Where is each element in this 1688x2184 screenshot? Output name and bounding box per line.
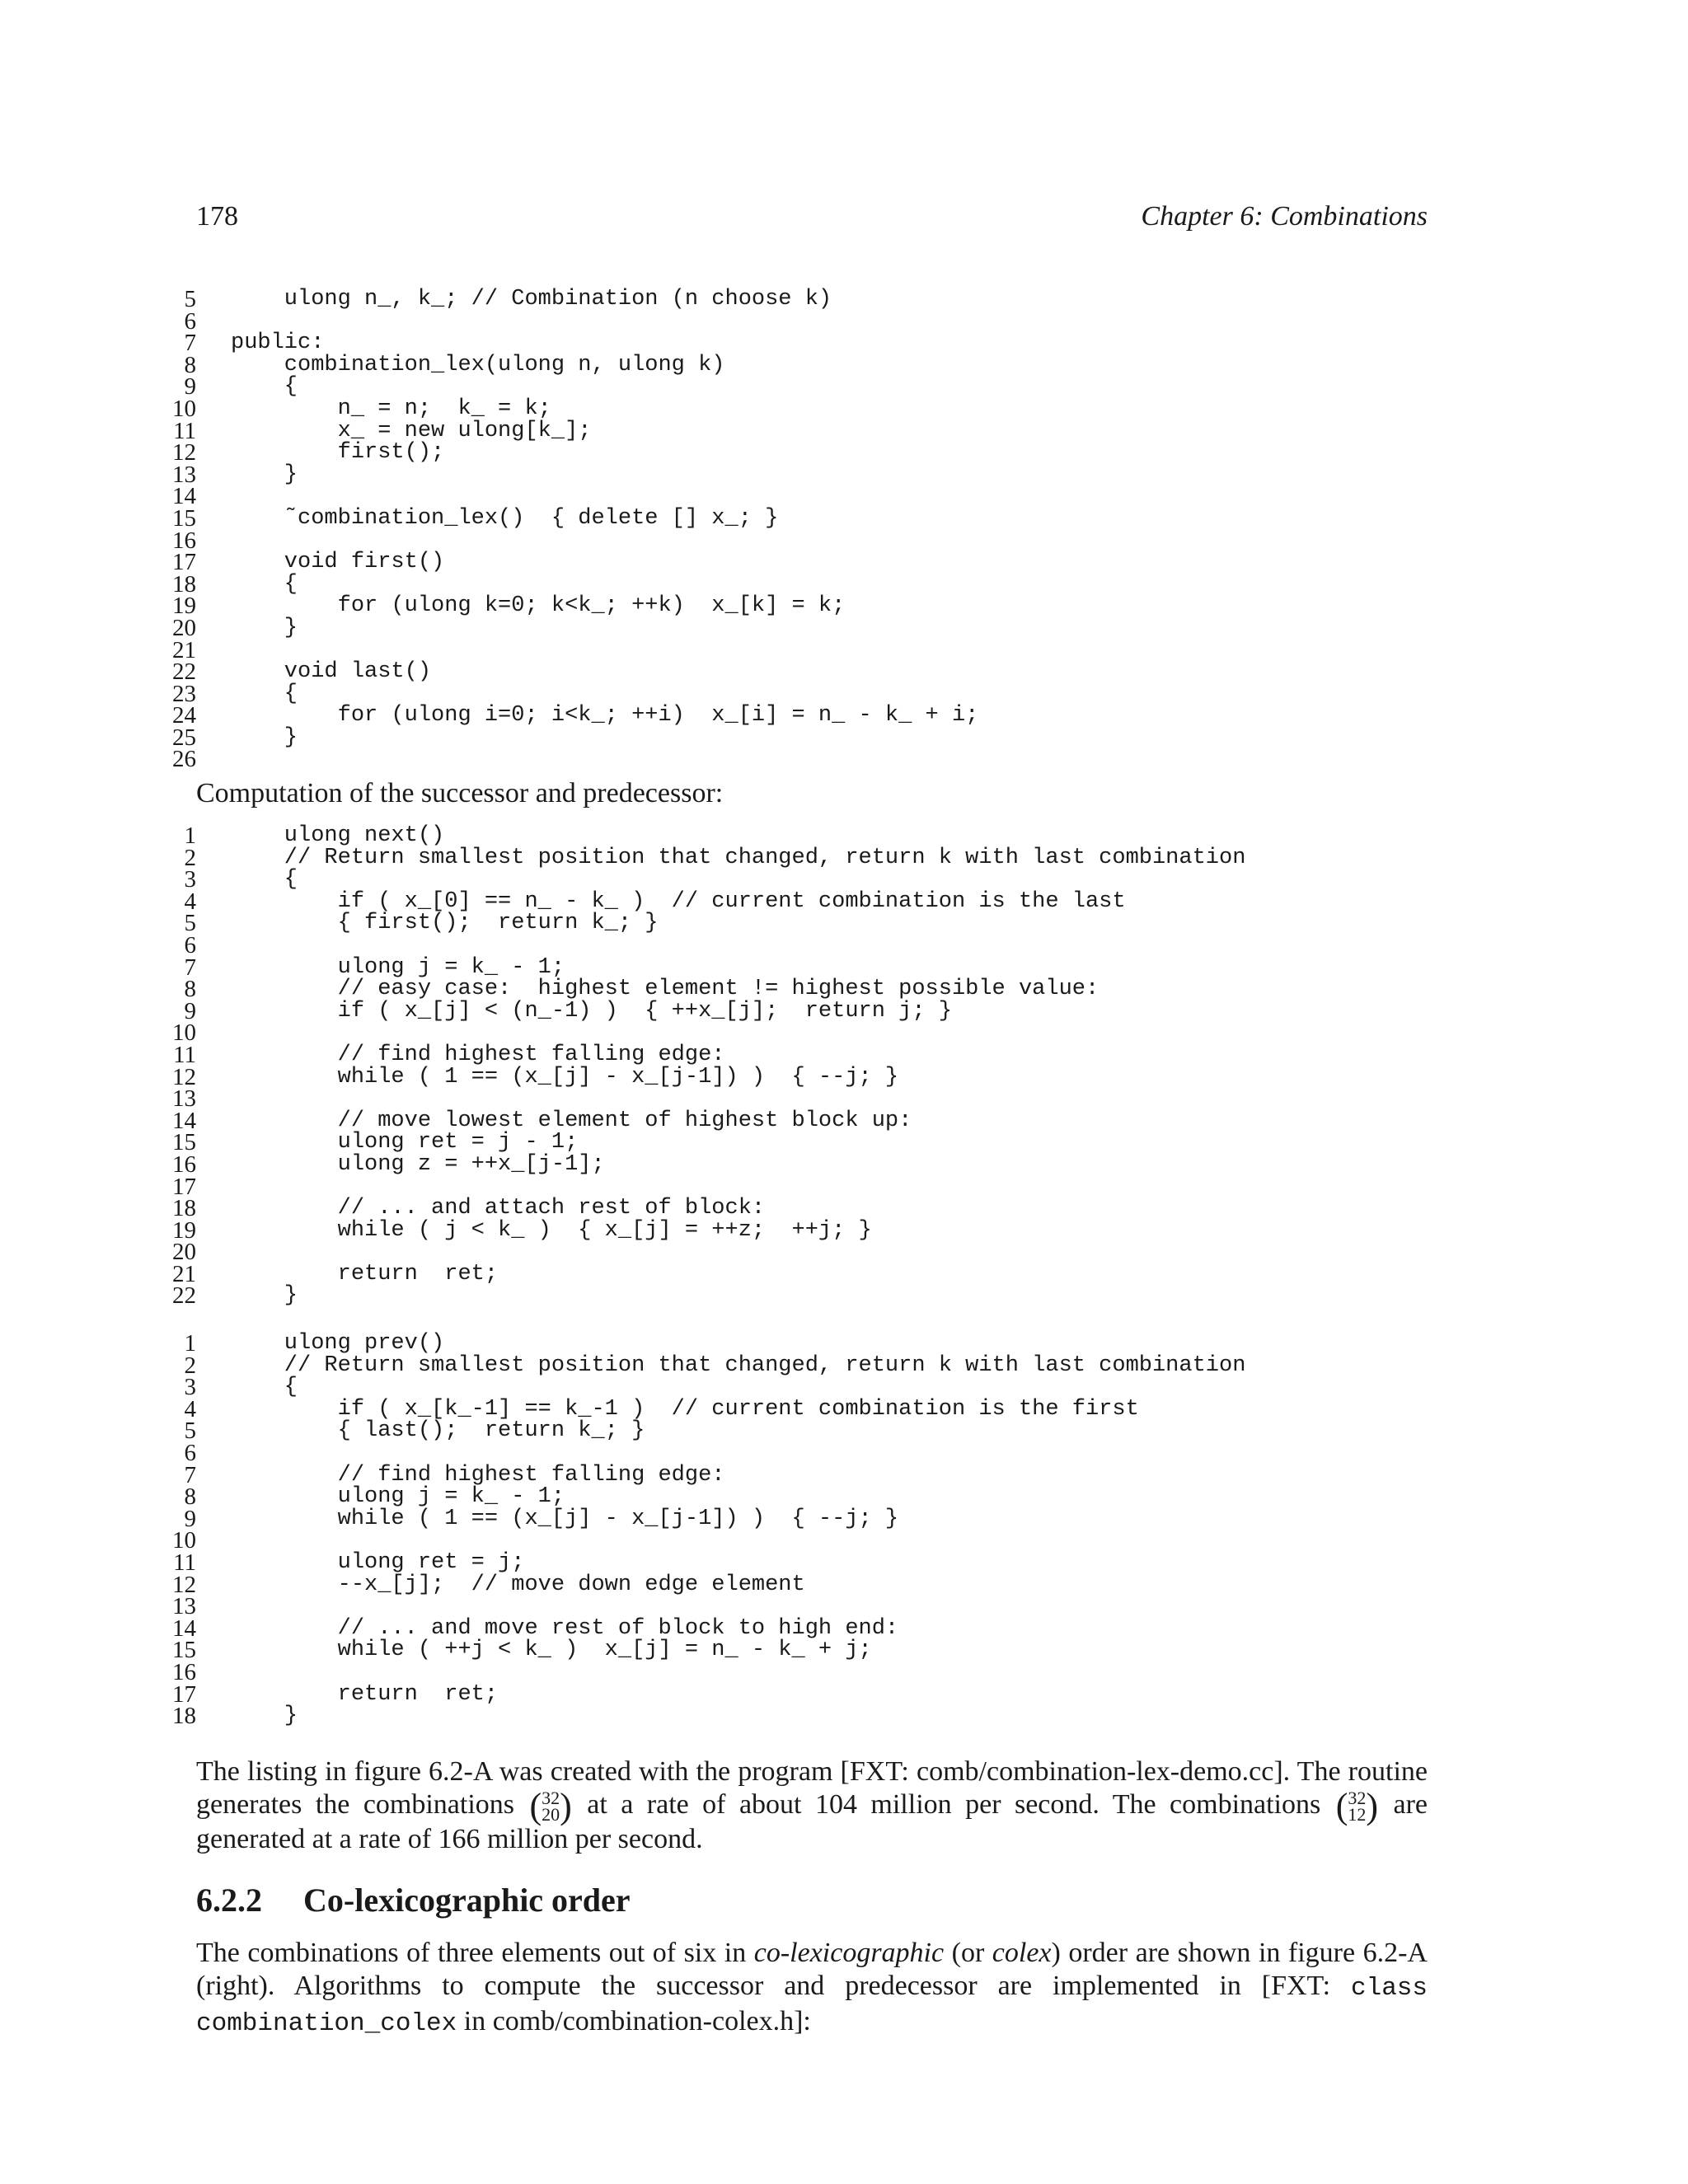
line-number: 13 xyxy=(172,1593,196,1620)
text-run: The listing in figure 6.2-A was created with the program [FXT: comb/combination-lex-demo.cc]. The routine generates the combinations xyxy=(196,1756,1428,1820)
line-number: 14 xyxy=(172,1107,196,1134)
line-number: 6 xyxy=(184,307,196,335)
line-code: } xyxy=(231,615,298,640)
line-code: // find highest falling edge: xyxy=(231,1042,725,1067)
line-code: ulong next() xyxy=(231,823,445,848)
line-number: 15 xyxy=(172,504,196,532)
binomial-32-20: ( 32 20 ) xyxy=(529,1786,572,1827)
line-number: 22 xyxy=(172,1282,196,1310)
line-code: while ( 1 == (x_[j] - x_[j-1]) ) { --j; } xyxy=(231,1064,899,1090)
line-code: ulong prev() xyxy=(231,1331,445,1356)
line-code: first(); xyxy=(231,440,445,466)
line-number: 17 xyxy=(172,549,196,576)
text-run: are generated at a rate of 166 million per second. xyxy=(196,1789,1428,1855)
line-code: // Return smallest position that changed, return k with last combination xyxy=(231,845,1246,870)
line-code: public: xyxy=(231,330,325,356)
line-number: 19 xyxy=(172,1216,196,1244)
line-number: 5 xyxy=(184,910,196,937)
line-code: { xyxy=(231,374,298,400)
line-code: if ( x_[k_-1] == k_-1 ) // current combination is the first xyxy=(231,1396,1139,1422)
line-number: 18 xyxy=(172,1703,196,1730)
line-number: 12 xyxy=(172,1063,196,1090)
line-number: 16 xyxy=(172,1151,196,1178)
line-code: while ( 1 == (x_[j] - x_[j-1]) ) { --j; } xyxy=(231,1506,899,1531)
line-code: { xyxy=(231,571,298,597)
line-code: return ret; xyxy=(231,1681,499,1707)
line-code: ulong ret = j; xyxy=(231,1549,525,1575)
section-number: 6.2.2 xyxy=(196,1882,262,1919)
line-number: 7 xyxy=(184,954,196,981)
line-number: 6 xyxy=(184,931,196,958)
line-number: 19 xyxy=(172,593,196,620)
line-number: 15 xyxy=(172,1637,196,1664)
line-number: 12 xyxy=(172,439,196,466)
line-number: 6 xyxy=(184,1439,196,1466)
line-code: ulong z = ++x_[j-1]; xyxy=(231,1151,605,1177)
line-number: 13 xyxy=(172,461,196,488)
line-number: 14 xyxy=(172,1615,196,1642)
line-code: n_ = n; k_ = k; xyxy=(231,396,551,421)
line-number: 1 xyxy=(184,823,196,849)
line-code: ulong ret = j - 1; xyxy=(231,1130,579,1155)
line-number: 16 xyxy=(172,527,196,554)
line-code: ˜combination_lex() { delete [] x_; } xyxy=(231,505,779,531)
binom-top: 32 xyxy=(542,1788,560,1809)
line-number: 2 xyxy=(184,844,196,871)
line-number: 22 xyxy=(172,658,196,686)
line-code: void first() xyxy=(231,550,445,575)
page-number: 178 xyxy=(196,201,238,232)
line-number: 9 xyxy=(184,997,196,1024)
line-number: 10 xyxy=(172,1019,196,1047)
line-code: // Return smallest position that changed, return k with last combination xyxy=(231,1352,1246,1378)
line-number: 16 xyxy=(172,1658,196,1685)
body-paragraph-2 xyxy=(196,1937,1428,2041)
line-code: // move lowest element of highest block up: xyxy=(231,1108,912,1133)
line-code: } xyxy=(231,724,298,750)
emphasis-term: colex xyxy=(992,1938,1052,1968)
line-code: // ... and move rest of block to high end: xyxy=(231,1615,899,1641)
line-code: if ( x_[0] == n_ - k_ ) // current combination is the last xyxy=(231,888,1126,914)
line-number: 14 xyxy=(172,483,196,510)
code-reference: class combination_colex xyxy=(196,1974,1428,2038)
line-code: { xyxy=(231,867,298,893)
line-code: // find highest falling edge: xyxy=(231,1462,725,1488)
line-code: return ret; xyxy=(231,1261,499,1286)
line-number: 11 xyxy=(173,1041,196,1068)
line-code: while ( ++j < k_ ) x_[j] = n_ - k_ + j; xyxy=(231,1638,872,1663)
text-run: (or xyxy=(944,1938,992,1968)
line-code: { first(); return k_; } xyxy=(231,911,659,936)
line-number: 26 xyxy=(172,746,196,773)
binom-bottom: 12 xyxy=(1348,1804,1367,1825)
line-code: // easy case: highest element != highest possible value: xyxy=(231,977,1100,1002)
line-number: 17 xyxy=(172,1173,196,1200)
line-number: 15 xyxy=(172,1129,196,1156)
line-number: 9 xyxy=(184,373,196,401)
line-number: 13 xyxy=(172,1085,196,1113)
line-code: if ( x_[j] < (n_-1) ) { ++x_[j]; return j; } xyxy=(231,998,952,1024)
line-number: 7 xyxy=(184,330,196,357)
text-run: The combinations of three elements out of six in xyxy=(196,1938,754,1968)
line-number: 4 xyxy=(184,888,196,915)
line-number: 24 xyxy=(172,702,196,729)
binomial-32-12: ( 32 12 ) xyxy=(1335,1786,1379,1827)
line-code: { xyxy=(231,681,298,706)
text-run: ) order are shown in figure 6.2-A (right). Algorithms to compute the successor and predecessor are implemented in [FXT: xyxy=(196,1938,1428,2001)
line-number: 10 xyxy=(172,395,196,422)
line-number: 5 xyxy=(184,286,196,312)
body-paragraph-1 xyxy=(196,1755,1428,1856)
line-number: 8 xyxy=(184,1483,196,1511)
line-code: void last() xyxy=(231,659,432,685)
line-number: 23 xyxy=(172,680,196,707)
binom-top: 32 xyxy=(1348,1788,1367,1809)
line-code: combination_lex(ulong n, ulong k) xyxy=(231,352,725,377)
line-number: 3 xyxy=(184,1374,196,1401)
line-code: for (ulong k=0; k<k_; ++k) x_[k] = k; xyxy=(231,593,846,619)
line-number: 4 xyxy=(184,1395,196,1422)
line-number: 5 xyxy=(184,1418,196,1445)
line-number: 8 xyxy=(184,351,196,378)
line-code: while ( j < k_ ) { x_[j] = ++z; ++j; } xyxy=(231,1217,872,1243)
line-number: 11 xyxy=(173,1549,196,1576)
line-number: 10 xyxy=(172,1527,196,1554)
section-title: Co-lexicographic order xyxy=(303,1882,631,1919)
line-number: 7 xyxy=(184,1461,196,1488)
section-heading xyxy=(196,1881,631,1919)
line-number: 2 xyxy=(184,1352,196,1379)
line-code: ulong j = k_ - 1; xyxy=(231,954,565,980)
line-code: x_ = new ulong[k_]; xyxy=(231,418,592,443)
line-number: 25 xyxy=(172,724,196,751)
line-code: ulong n_, k_; // Combination (n choose k) xyxy=(231,287,832,312)
listing-caption: Computation of the successor and predecessor: xyxy=(196,778,724,808)
running-head: Chapter 6: Combinations xyxy=(1141,201,1428,232)
emphasis-term: co-lexicographic xyxy=(753,1938,945,1968)
line-code: // ... and attach rest of block: xyxy=(231,1196,766,1221)
line-number: 1 xyxy=(184,1330,196,1357)
line-code: } xyxy=(231,462,298,487)
line-code: { xyxy=(231,1375,298,1400)
text-run: in comb/combination-colex.h]: xyxy=(457,2006,811,2036)
line-number: 12 xyxy=(172,1571,196,1598)
line-number: 17 xyxy=(172,1680,196,1708)
line-number: 8 xyxy=(184,976,196,1003)
line-code: ulong j = k_ - 1; xyxy=(231,1484,565,1510)
line-number: 18 xyxy=(172,1195,196,1222)
line-number: 18 xyxy=(172,570,196,598)
line-number: 20 xyxy=(172,614,196,641)
line-number: 21 xyxy=(172,1260,196,1287)
line-code: --x_[j]; // move down edge element xyxy=(231,1572,805,1597)
line-code: for (ulong i=0; i<k_; ++i) x_[i] = n_ - k_ + i; xyxy=(231,703,979,729)
line-code: } xyxy=(231,1704,298,1729)
line-number: 20 xyxy=(172,1239,196,1266)
line-number: 11 xyxy=(173,417,196,444)
line-code: } xyxy=(231,1283,298,1309)
line-number: 21 xyxy=(172,636,196,663)
binom-bottom: 20 xyxy=(542,1804,560,1825)
line-number: 3 xyxy=(184,866,196,893)
text-run: at a rate of about 104 million per second. The combinations xyxy=(573,1789,1334,1820)
line-number: 9 xyxy=(184,1505,196,1532)
line-code: { last(); return k_; } xyxy=(231,1418,645,1444)
